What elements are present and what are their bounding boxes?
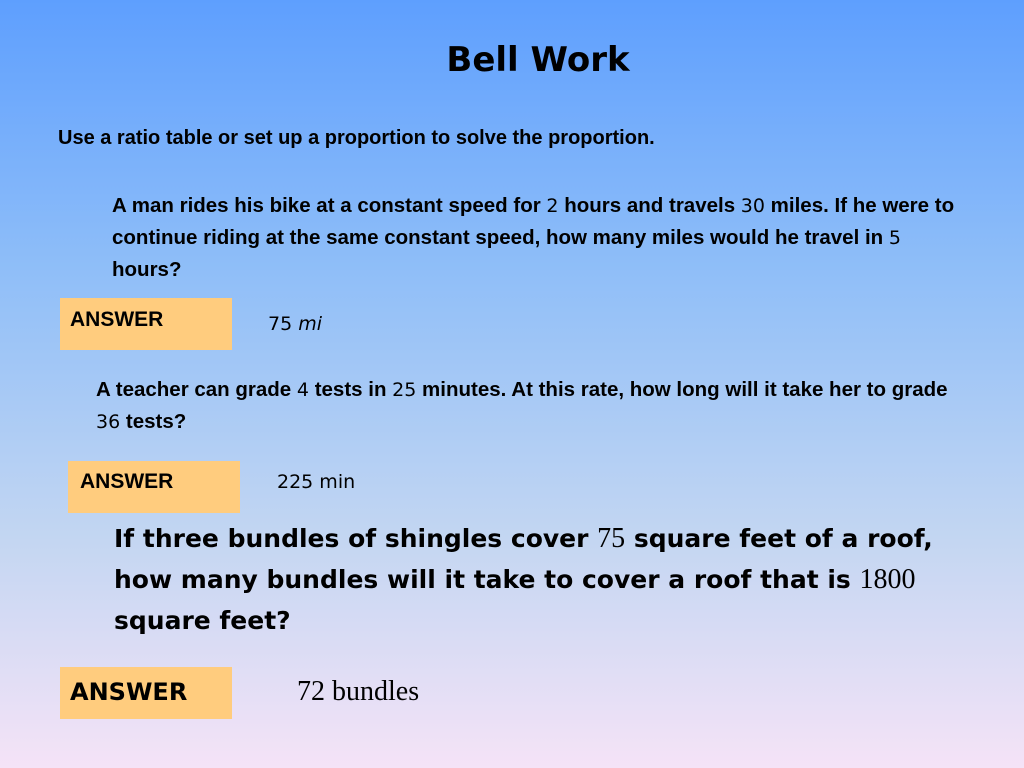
question-1-text: miles. If he were to continue riding at the same constant speed, how many miles would he travel in — [112, 194, 955, 249]
answer-2-button[interactable]: ANSWER — [68, 461, 240, 513]
question-1 — [112, 190, 962, 285]
question-2-text: minutes. At this rate, how long will it take her to grade — [416, 378, 948, 401]
question-1-number: 2 — [546, 195, 559, 217]
question-2-text: A teacher can grade — [96, 378, 297, 401]
question-2 — [96, 374, 976, 438]
question-2-number: 36 — [96, 411, 121, 433]
question-2-number: 25 — [392, 379, 417, 401]
question-1-number: 5 — [888, 227, 901, 249]
answer-1-button[interactable]: ANSWER — [60, 298, 232, 350]
question-3-text: If three bundles of shingles cover — [114, 524, 598, 553]
question-2-number: 4 — [296, 379, 309, 401]
question-1-number: 30 — [740, 195, 765, 217]
question-3-text: square feet of a roof, how many bundles will it take to cover a roof that is — [114, 524, 933, 594]
question-1-text: A man rides his bike at a constant speed for — [112, 194, 547, 217]
answer-2-value: 225 min — [277, 471, 356, 493]
question-3-number: 1800 — [859, 564, 916, 595]
answer-1-number: 75 — [268, 313, 293, 335]
instructions: Use a ratio table or set up a proportion to solve the proportion. — [58, 127, 655, 149]
question-3 — [114, 518, 974, 641]
question-3-text: square feet? — [114, 606, 291, 635]
slide-title: Bell Work — [446, 40, 630, 80]
question-2-text: tests? — [120, 410, 187, 433]
answer-1-value — [268, 313, 322, 335]
question-1-text: hours and travels — [558, 194, 741, 217]
question-2-text: tests in — [309, 378, 393, 401]
question-1-text: hours? — [112, 258, 182, 281]
question-3-number: 75 — [597, 523, 626, 554]
answer-1-unit: mi — [298, 313, 323, 335]
answer-3-value: 72 bundles — [297, 676, 420, 707]
answer-3-button[interactable]: ANSWER — [60, 667, 232, 719]
